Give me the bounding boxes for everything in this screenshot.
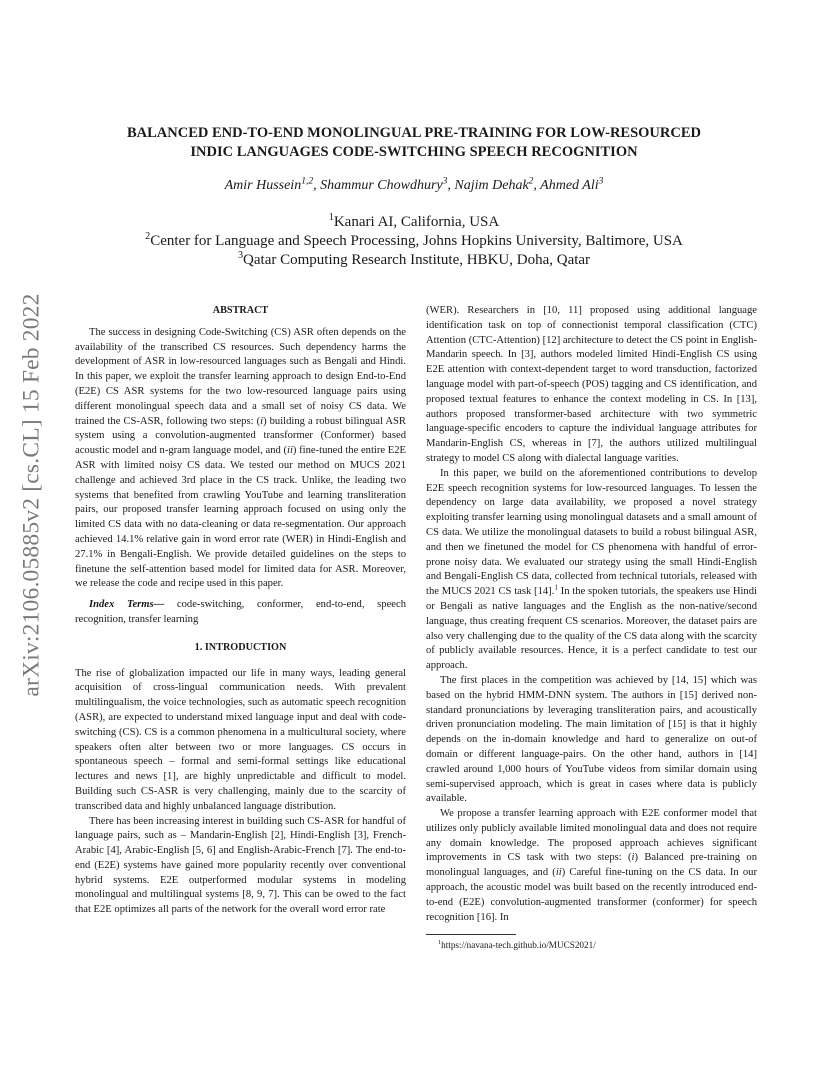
footnote-marker: 1 bbox=[554, 583, 558, 592]
intro-paragraph: The rise of globalization impacted our life in many ways, leading general acquisition of cross-lingual communication needs. With prevalent multilingualism, the voice technologies, such as automatic speech recognition (ASR), are expected to understand mixed language input and deal with code-switching (CS). CS is a common phenomena in a multicultural society, where speakers often alter between two or more languages. CS occurs in spontaneous speech – formal and semi-formal settings like educational lectures and news [1], are highly unpredictable and difficult to model. Building such CS-ASR is very challenging, mainly due to the scarcity of transcribed data and highly unbalanced language distribution. bbox=[75, 667, 406, 812]
arxiv-identifier-text: arXiv:2106.05885v2 [cs.CL] 15 Feb 2022 bbox=[18, 293, 45, 697]
abstract-text: ) fine-tuned the entire E2E ASR with limited noisy CS data. We tested our method on MUCS 2021 challenge and achieved 3rd place in the CS track. Unlike, the leading two systems that benefited from crawling YouTube and learning transliteration pairs, our proposed transfer learning approach focused on using only the limited CS data with no data-cleaning or data re-segmentation. Our approach achieved 14.1% relative gain in word error rate (WER) in Hindi-English and 27.1% in Bengali-English. We provide detailed guidelines on the steps to finetune the self-attention based model for limited data for ASR. Moreover, we release the code and recipe used in this paper. bbox=[75, 445, 406, 590]
author-affiliation-marker: 3 bbox=[442, 176, 448, 187]
affiliation-text: Kanari AI, California, USA bbox=[333, 214, 500, 230]
roman-numeral: i bbox=[260, 415, 264, 427]
author-name: Amir Hussein bbox=[224, 178, 302, 193]
author-affiliation-marker: 3 bbox=[598, 176, 604, 187]
author-separator: , bbox=[533, 178, 541, 193]
affiliation-marker: 1 bbox=[328, 212, 334, 223]
author-separator: , bbox=[313, 178, 321, 193]
abstract-text: ) building a robust bilingual ASR system using a convolution-augmented transformer (Conformer) based acoustic model and n-gram language model, and ( bbox=[75, 415, 406, 457]
index-terms bbox=[75, 598, 406, 628]
title-line-1: BALANCED END-TO-END MONOLINGUAL PRE-TRAINING FOR LOW-RESOURCED bbox=[126, 125, 701, 141]
right-column bbox=[426, 304, 757, 951]
body-paragraph: (WER). Researchers in [10, 11] proposed using additional language identification task on top of connectionist temporal classification (CTC) Attention (CTC-Attention) [12] architecture to detect the CS point in English-Mandarin speech. In [3], authors modeled limited Hindi-English CS using E2E attention with context-dependent target to word transduction, factorized language model with part-of-speech (POS) tagging and CS identification, and proposed textual features to enhance the context modeling in CS. In [13], authors proposed transformer-based architecture with two symmetric language-specific encoders to capture the individual language attributes for Mandarin-English CS, whereas in [7], the authors utilized multilingual strategy to model CS along with dialectal language varities. bbox=[426, 305, 757, 464]
abstract-text: The success in designing Code-Switching (CS) ASR often depends on the availability of the transcribed CS resources. Such dependency harms the development of ASR in low-resourced languages such as Bengali and Hindi. In this paper, we exploit the transfer learning approach to design End-to-End (E2E) CS ASR systems for the two low-resourced language pairs using different monolingual speech data and a small set of noisy CS data. We trained the CS-ASR, following two steps: ( bbox=[75, 326, 406, 427]
body-text: ) Careful fine-tuning on the CS data. In our approach, the acoustic model was built based on the recently introduced end-to-end (E2E) convolution-augmented transformer (conformer) for speech recognition [16]. In bbox=[426, 867, 757, 923]
footnote-url[interactable]: https://navana-tech.github.io/MUCS2021/ bbox=[441, 940, 596, 951]
paper-title bbox=[80, 124, 748, 162]
author-name: Shammur Chowdhury bbox=[320, 178, 443, 193]
roman-numeral: ii bbox=[287, 445, 293, 457]
affiliation-text: Qatar Computing Research Institute, HBKU, Doha, Qatar bbox=[243, 252, 591, 268]
left-column bbox=[75, 304, 406, 918]
arxiv-identifier bbox=[10, 290, 54, 700]
body-text: We propose a transfer learning approach with E2E conformer model that utilizes only publicly available limited monolingual data and does not require any domain knowledge. The proposed approach achieves significant improvements in CS task with two steps: ( bbox=[426, 808, 757, 864]
affiliation-marker: 3 bbox=[237, 250, 244, 261]
section-heading-introduction: 1. INTRODUCTION bbox=[194, 641, 287, 653]
roman-numeral: ii bbox=[555, 867, 562, 879]
affiliation-list bbox=[80, 213, 748, 270]
author-separator: , bbox=[447, 178, 455, 193]
index-terms-label: Index Terms— bbox=[89, 599, 165, 611]
footnote bbox=[426, 939, 757, 951]
affiliation-text: Center for Language and Speech Processing, Johns Hopkins University, Baltimore, USA bbox=[150, 233, 683, 249]
affiliation-line bbox=[80, 232, 748, 251]
footnote-divider bbox=[426, 934, 516, 935]
body-paragraph bbox=[426, 807, 757, 925]
author-affiliation-marker: 2 bbox=[528, 176, 534, 187]
intro-paragraph: There has been increasing interest in building such CS-ASR for handful of language pairs, such as – Mandarin-English [2], Hindi-English [3], French-Arabic [4], Arabic-English [5, 6] and English-Arabic-French [7]. The end-to-end (E2E) systems have gained more popularity recently over conventional hybrid systems. E2E outperformed modular systems in modeling monolingual and multilingual systems [8, 9, 7]. This can be owed to the fact that E2E optimizes all parts of the network for the overall word error rate bbox=[75, 815, 406, 916]
body-text: ) Balanced pre-training on monolingual languages, and ( bbox=[426, 852, 757, 879]
affiliation-marker: 2 bbox=[145, 231, 151, 242]
author-affiliation-marker: 1,2 bbox=[301, 176, 314, 187]
author-name: Najim Dehak bbox=[454, 178, 529, 193]
roman-numeral: i bbox=[631, 852, 635, 864]
title-line-2: INDIC LANGUAGES CODE-SWITCHING SPEECH RECOGNITION bbox=[190, 144, 638, 160]
affiliation-line bbox=[80, 251, 748, 270]
abstract-paragraph bbox=[75, 326, 406, 592]
author-name: Ahmed Ali bbox=[540, 178, 599, 193]
body-text: In this paper, we build on the aforementioned contributions to develop E2E speech recognition systems for low-resourced languages. To lessen the dependency on large data availability, we proposed a novel strategy exploiting transfer learning using monolingual datasets and a small amount of CS data. We utilize the monolingual datasets to build a robust bilingual ASR, and then we finetuned the model for CS phenomena with handful of error-prone noisy data. We evaluated our strategy using the small Hindi-English and Bengali-English CS data, collected from technical tutorials, released with the MUCS 2021 CS task [14]. bbox=[426, 467, 757, 598]
body-text: In the spoken tutorials, the speakers use Hindi or Bengali as native languages and the English as the non-native/second language, thus creating frequent CS scenarios. Moreover, the dataset pairs are also very challenging due to the quality of the CS data along with the scarcity of publicly available resources. Hence, it is a perfect candidate to test our approach. bbox=[426, 586, 757, 672]
footnote-number: 1 bbox=[438, 939, 442, 947]
abstract-heading: ABSTRACT bbox=[212, 305, 269, 316]
index-terms-text: code-switching, conformer, end-to-end, speech recognition, transfer learning bbox=[75, 599, 406, 625]
body-paragraph: The first places in the competition was achieved by [14, 15] which was based on the hybrid HMM-DNN system. The authors in [15] derived non-standard pronunciations by leveraging transliteration pairs, and acoustically driven pronunciation modeling. The main limitation of [15] is that it highly depends on the in-domain knowledge and hard to generalize on out-of domain or different language-pairs. On the other hand, authors in [14] crawled around 1,000 hours of YouTube videos from similar domain using semi-supervised approach, which is great in cases where data is publicly available. bbox=[426, 674, 757, 805]
affiliation-line bbox=[80, 213, 748, 232]
body-paragraph bbox=[426, 467, 757, 674]
author-list bbox=[80, 178, 748, 194]
